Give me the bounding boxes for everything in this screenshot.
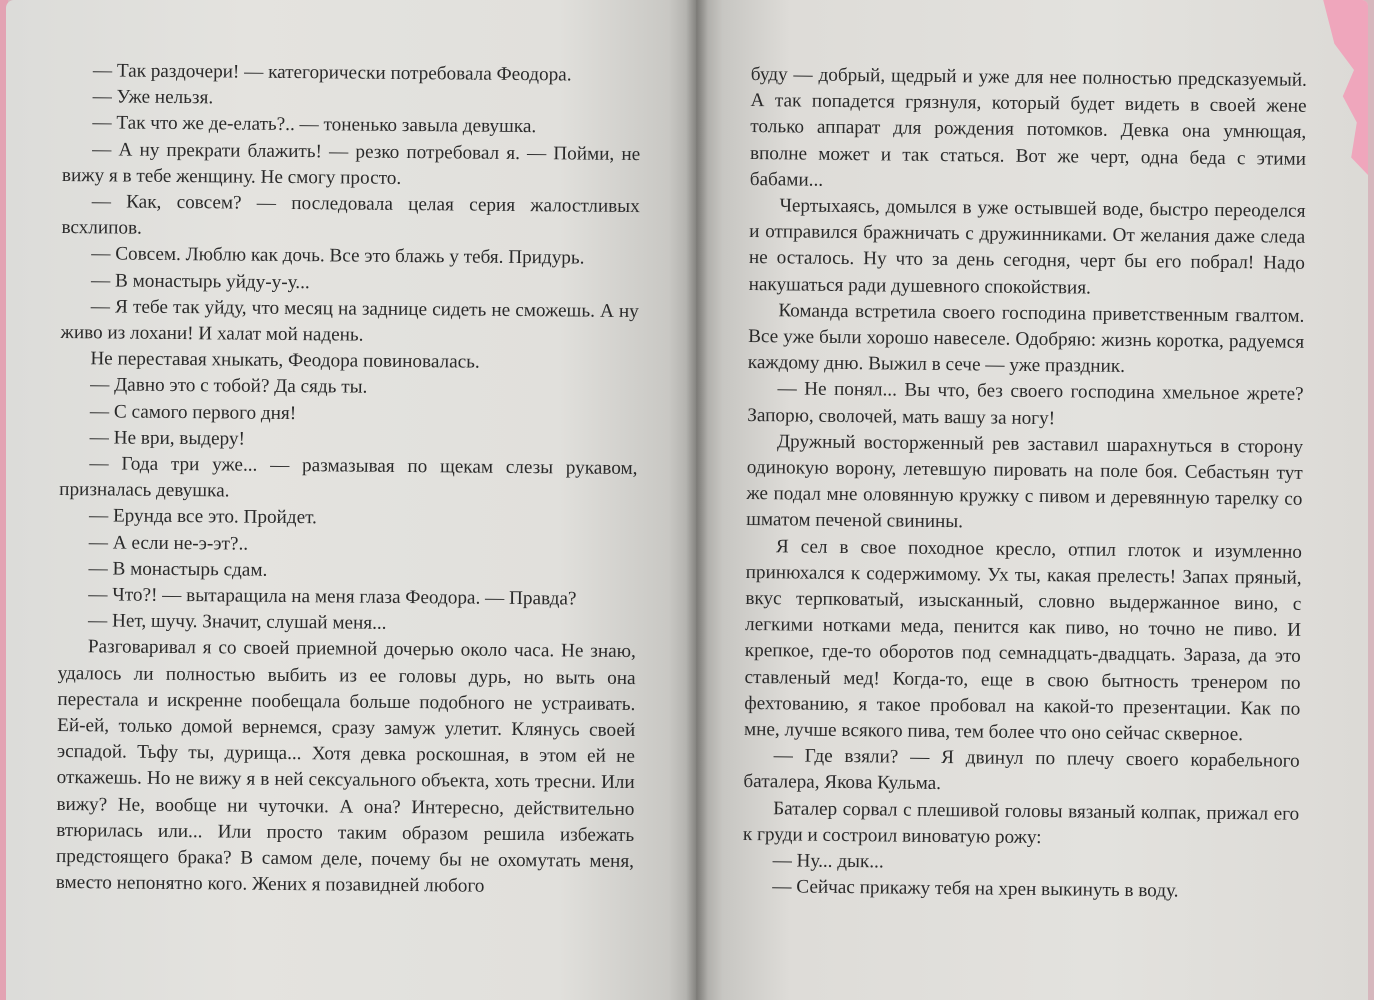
left-page-text bbox=[56, 58, 641, 902]
right-page-text bbox=[742, 62, 1307, 906]
left-paragraph: — Что?! — вытаращила на меня глаза Феодора. — Правда? bbox=[88, 584, 577, 610]
left-page bbox=[6, 0, 696, 1000]
left-paragraph: — Так что же де-елать?.. — тоненько завыла девушка. bbox=[92, 112, 537, 138]
left-paragraph: — Так раздочери! — категорически потребовала Феодора. bbox=[92, 60, 572, 86]
left-paragraph: Не переставая хныкать, Феодора повиновалась. bbox=[90, 348, 480, 373]
left-paragraph: — Уже нельзя. bbox=[92, 86, 214, 109]
left-paragraph: — В монастырь сдам. bbox=[88, 558, 268, 581]
right-page bbox=[696, 0, 1368, 1000]
left-paragraph: — В монастырь уйду-у-у... bbox=[90, 269, 310, 293]
left-paragraph: — Года три уже... — размазывая по щекам слезы рукавом, призналась девушка. bbox=[59, 453, 638, 502]
left-paragraph: — А ну прекрати блажить! — резко потребовал я. — Пойми, не вижу я в тебе женщину. Не смогу просто. bbox=[61, 138, 641, 189]
right-paragraph: Дружный восторженный рев заставил шарахнуться в сторону одинокую ворону, летевшую пировать на поле боя. Себастьян тут же подал мне оловянную кружку с пивом и деревянную тарелку со шматом печеной свинины. bbox=[746, 431, 1304, 533]
right-paragraph: — Ну... дык... bbox=[772, 850, 884, 873]
left-paragraph: — С самого первого дня! bbox=[89, 400, 297, 424]
left-paragraph: — Нет, шучу. Значит, слушай меня... bbox=[87, 610, 387, 635]
right-paragraph: буду — добрый, щедрый и уже для нее полностью предсказуемый. А так попадется грязнуля, который будет видеть в своей жене только аппарат для рождения потомков. Девка она умнющая, вполне может и так статься. Вот же черт, одна беда с этими бабами... bbox=[749, 63, 1307, 191]
right-paragraph: Команда встретила своего господина приветственным гвалтом. Все уже были хорошо навеселе. Одобряю: жизнь коротка, радуемся каждому дню. Выжил в сече — уже праздник. bbox=[747, 300, 1305, 378]
left-paragraph: — Не ври, выдеру! bbox=[89, 427, 246, 450]
book-spine-gutter bbox=[686, 0, 708, 1000]
left-paragraph: — Как, совсем? — последовала целая серия жалостливых всхлипов. bbox=[61, 191, 640, 239]
left-paragraph: — Ерунда все это. Пройдет. bbox=[88, 505, 317, 529]
right-paragraph: — Сейчас прикажу тебя на хрен выкинуть в воду. bbox=[772, 876, 1179, 902]
left-paragraph: — Я тебе так уйду, что месяц на заднице сидеть не сможешь. А ну живо из лохани! И халат мой надень. bbox=[60, 296, 639, 346]
left-paragraph: — Давно это с тобой? Да сядь ты. bbox=[90, 374, 368, 399]
left-paragraph: — Совсем. Люблю как дочь. Все это блажь у тебя. Придурь. bbox=[91, 243, 585, 269]
right-paragraph: Чертыхаясь, домылся в уже остывшей воде, быстро переоделся и отправился бражничать с дружинниками. От желания даже следа не осталось. Ну что за день сегодня, черт бы его побрал! Надо накушаться ради душевного спокойствия. bbox=[748, 195, 1306, 299]
right-paragraph: — Где взяли? — Я двинул по плечу своего корабельного баталера, Якова Кульма. bbox=[743, 745, 1300, 795]
left-paragraph: — А если не-э-эт?.. bbox=[88, 531, 249, 555]
right-paragraph: — Не понял... Вы что, без своего господина хмельное жрете? Запорю, сволочей, мать вашу за ногу! bbox=[747, 378, 1304, 429]
right-paragraph: Я сел в свое походное кресло, отпил глоток и изумленно принюхался к содержимому. Ух ты, какая прелесть! Запах пряный, вкус терпковатый, изысканный, словно выдержанное вино, с легкими нотками меда, пенится как пиво, но точно не пиво. И крепкое, где-то оборотов под семнадцать-двадцать. Зараза, да это ставленый мед! Когда-то, еще в свою бытность тренером по фехтованию, я такое пробовал на какой-то презентации. Как по мне, лучше всякого пива, тем более что оно сейчас скверное. bbox=[743, 535, 1303, 746]
right-paragraph: Баталер сорвал с плешивой головы вязаный колпак, прижал его к груди и состроил виноватую рожу: bbox=[742, 797, 1300, 848]
left-paragraph: Разговаривал я со своей приемной дочерью около часа. Не знаю, удалось ли полностью выбить из ее головы дурь, но выть она перестала и искренне пообещала больше подобного не устраивать. Ей-ей, только домой вернемся, сразу замуж улетит. Клянусь своей эспадой. Тьфу ты, дурища... Хотя девка роскошная, в этом ей не откажешь. Но не вижу я в ней сексуального объекта, хоть тресни. Или вижу? Не, вообще ни чуточки. А она? Интересно, действительно втюрилась или... Или просто таким образом решила избежать предстоящего брака? В самом деле, почему бы не охомутать меня, вместо непонятно кого. Жених я позавидней любого bbox=[55, 636, 636, 898]
pink-bookmark-corner bbox=[1312, 0, 1368, 175]
